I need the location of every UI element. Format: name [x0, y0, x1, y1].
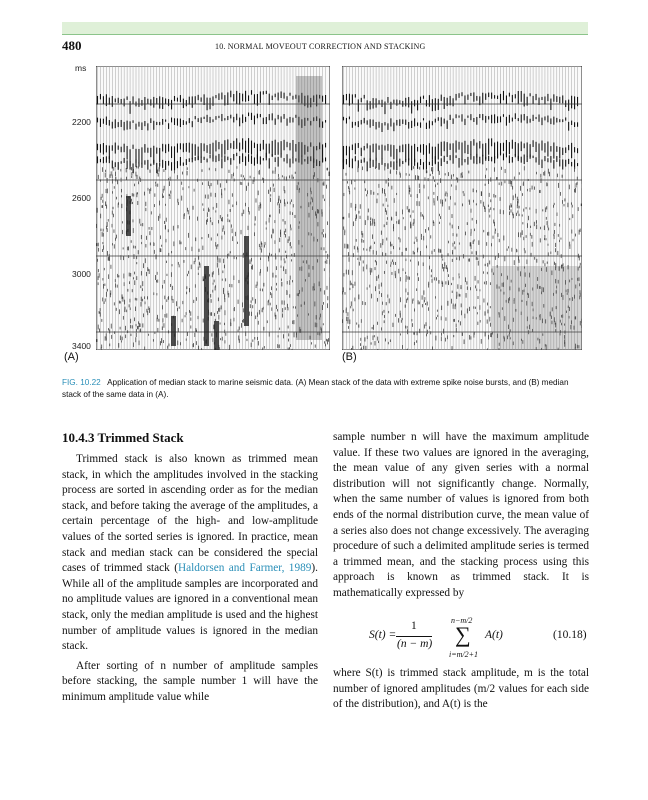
section-title: 10.4.3 Trimmed Stack: [62, 430, 184, 445]
equation-lhs: S(t) =: [369, 629, 397, 641]
panel-label-b: (B): [342, 351, 357, 363]
seismic-panel-mean-stack: [96, 66, 330, 350]
caption-label: FIG. 10.22: [62, 378, 101, 387]
equation-number: (10.18): [553, 629, 587, 641]
sum-upper-limit: n−m/2: [451, 616, 473, 625]
left-paragraph-1: [62, 452, 318, 655]
right-column-bottom: [333, 666, 589, 713]
equation-denominator: (n − m): [397, 638, 433, 650]
figure-caption: [62, 377, 588, 400]
header-rule: [62, 34, 588, 35]
running-head: 10. NORMAL MOVEOUT CORRECTION AND STACKING: [215, 42, 426, 51]
equation-term: A(t): [485, 629, 503, 641]
sum-lower-limit: i=m/2+1: [449, 650, 479, 659]
left-paragraph-2: After sorting of n number of amplitude samples before stacking, the sample number 1 will have the minimum amplitude value while: [62, 659, 318, 703]
citation-link[interactable]: Haldorsen and Farmer, 1989: [177, 562, 312, 575]
y-tick-2600: 2600: [72, 193, 91, 203]
y-tick-2200: 2200: [72, 117, 91, 127]
caption-text: Application of median stack to marine seismic data. (A) Mean stack of the data with extreme spike noise bursts, and (B) median stack of the same data in (A).: [62, 378, 569, 399]
right-column-top: [333, 430, 589, 602]
right-paragraph-1: sample number n will have the maximum amplitude value. If these two values are ignored in the averaging, the mean value of any given series with a normal distribution will not significantly change. Normally, when the same number of values is ignored from both ends of the normal distribution curve, the mean value of a series also does not change excessively. The averaging procedure of such a delimited amplitude series is termed a trimmed mean, and the stacking process using this approach is known as trimmed stack. It is mathematically expressed by: [333, 431, 589, 599]
left-paragraph-1-text-b: ). While all of the amplitude samples are incorporated and no amplitude values are ignored in a conventional mean stack, only the median amplitude is used and the highest number of amplitude values is ignored in the median stack.: [62, 562, 318, 653]
equation-numerator: 1: [411, 620, 417, 632]
seismic-panel-median-stack: [342, 66, 582, 350]
y-tick-3400: 3400: [72, 341, 91, 351]
fraction-bar: [396, 636, 432, 637]
panel-label-a: (A): [64, 351, 79, 363]
left-paragraph-1-text-a: Trimmed stack is also known as trimmed mean stack, in which the amplitudes involved in the stacking process are sorted in ascending order as for the median stack, and before taking the average of the amplitudes, a certain percentage of the high- and low-amplitude values of the sorted series is ignored. In practice, mean stack and median stack can be considered the special cases of trimmed stack (: [62, 453, 318, 575]
axis-unit: ms: [75, 63, 87, 73]
summation-sign-icon: ∑: [455, 622, 471, 647]
header-band: [62, 22, 588, 34]
right-paragraph-2: where S(t) is trimmed stack amplitude, m is the total number of ignored amplitudes (m/2 values for each side of the distribution), and A(t) is the: [333, 667, 589, 711]
y-tick-3000: 3000: [72, 269, 91, 279]
left-column: [62, 452, 318, 706]
page-number: 480: [62, 38, 82, 53]
